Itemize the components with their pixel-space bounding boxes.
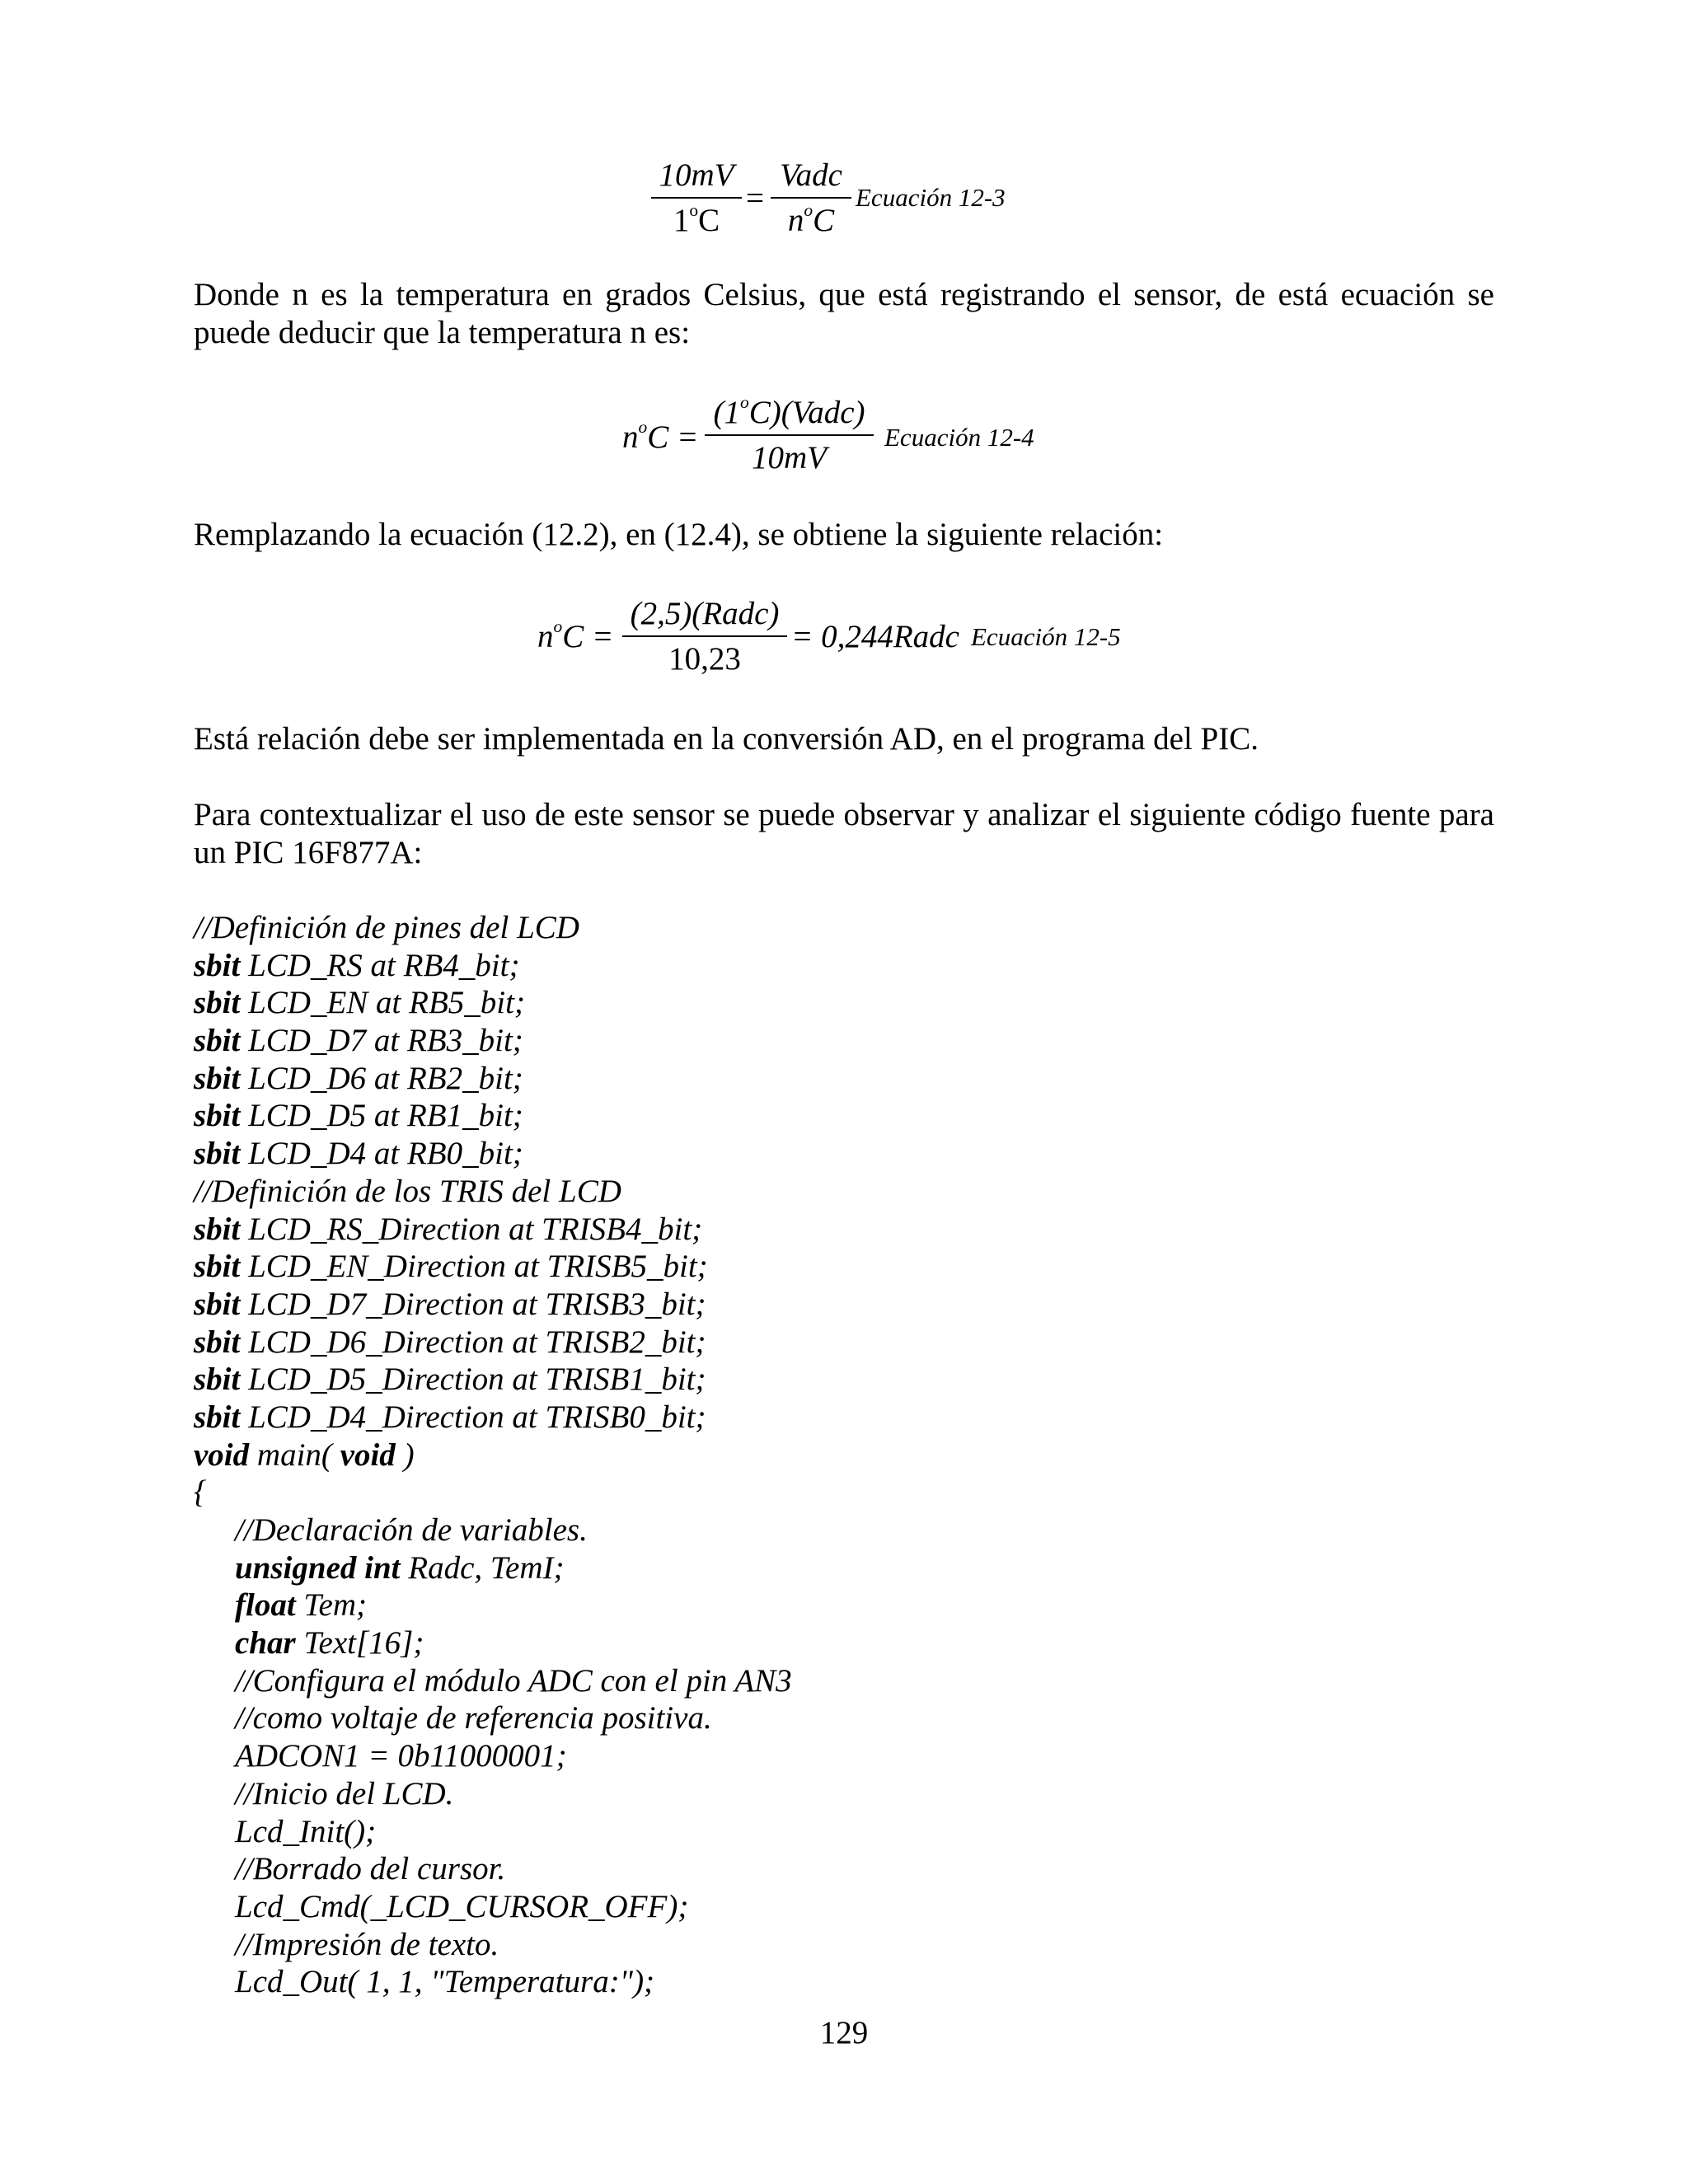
paragraph-4: Para contextualizar el uso de este sensor se puede observar y analizar el siguiente código fuente para un PIC 16F877A:: [194, 797, 1494, 870]
code-text: //Configura el módulo ADC con el pin AN3: [235, 1662, 792, 1699]
code-line: [194, 1324, 1494, 1361]
code-line: [194, 1737, 1494, 1775]
code-keyword: sbit: [194, 947, 241, 983]
eq3-right-denominator: $n^oC$: [787, 199, 835, 238]
code-keyword: sbit: [194, 1286, 241, 1322]
code-line: [194, 1699, 1494, 1737]
code-text: //Borrado del cursor.: [235, 1851, 506, 1887]
eq4-lhs: $n^oC$ =: [622, 416, 699, 455]
source-code-listing: [194, 909, 1494, 2001]
eq3-right-fraction: [771, 157, 851, 239]
code-keyword: void: [194, 1436, 250, 1473]
code-line: [194, 1173, 1494, 1211]
page-number: 129: [819, 2015, 869, 2050]
code-text: //Inicio del LCD.: [235, 1775, 454, 1811]
code-text: LCD_D6 at RB2_bit;: [240, 1060, 523, 1096]
code-text: {: [194, 1474, 207, 1511]
code-line: [194, 1549, 1494, 1587]
code-keyword: sbit: [194, 1399, 241, 1435]
code-keyword: sbit: [194, 985, 241, 1021]
code-keyword: sbit: [194, 1098, 241, 1134]
code-line: [194, 1511, 1494, 1549]
eq4-denominator: 10mV: [752, 440, 827, 476]
code-text: LCD_D4_Direction at TRISB0_bit;: [240, 1399, 706, 1435]
code-text: LCD_D7_Direction at TRISB3_bit;: [240, 1286, 706, 1322]
code-text: Lcd_Cmd(_LCD_CURSOR_OFF);: [235, 1888, 689, 1924]
eq3-left-fraction: [651, 157, 742, 239]
code-text: Lcd_Init();: [235, 1813, 377, 1849]
code-line: [194, 1926, 1494, 1964]
code-keyword: sbit: [194, 1023, 241, 1059]
code-text: //Definición de los TRIS del LCD: [194, 1173, 621, 1209]
code-keyword: char: [235, 1625, 296, 1661]
code-line: [194, 1060, 1494, 1098]
eq5-rhs: = 0,244Radc: [791, 619, 959, 654]
code-keyword: unsigned int: [235, 1549, 401, 1586]
code-text: LCD_EN at RB5_bit;: [240, 985, 525, 1021]
code-text: Tem;: [295, 1587, 367, 1624]
code-text: //Declaración de variables.: [235, 1512, 588, 1548]
code-keyword: sbit: [194, 1249, 241, 1285]
code-text: main(: [249, 1436, 340, 1473]
code-line: [194, 1286, 1494, 1324]
code-text: LCD_D6_Direction at TRISB2_bit;: [240, 1324, 706, 1360]
code-line: [194, 1850, 1494, 1888]
paragraph-3: Está relación debe ser implementada en la conversión AD, en el programa del PIC.: [194, 721, 1259, 757]
code-line: [194, 1963, 1494, 2001]
code-line: [194, 1813, 1494, 1851]
code-line: [194, 1662, 1494, 1700]
eq3-left-denominator: 1$^o$C: [673, 199, 720, 238]
eq5-lhs: $n^oC$ =: [537, 616, 614, 654]
code-line: [194, 1248, 1494, 1286]
paragraph-1: Donde n es la temperatura en grados Celsius, que está registrando el sensor, de está ecuación se puede deducir que la temperatura n es:: [194, 277, 1494, 350]
code-keyword: float: [235, 1587, 296, 1624]
code-keyword: void: [340, 1436, 396, 1473]
code-line: [194, 1586, 1494, 1624]
eq3-label: Ecuación 12-3: [856, 183, 1006, 212]
code-text: ): [395, 1436, 415, 1473]
code-text: LCD_D5 at RB1_bit;: [240, 1098, 523, 1134]
code-keyword: sbit: [194, 1361, 241, 1398]
code-line: [194, 1135, 1494, 1173]
eq5-label: Ecuación 12-5: [971, 622, 1121, 651]
code-line: [194, 1624, 1494, 1662]
code-keyword: sbit: [194, 1324, 241, 1360]
code-text: LCD_D4 at RB0_bit;: [240, 1136, 523, 1172]
code-text: //como voltaje de referencia positiva.: [235, 1700, 712, 1736]
eq4-numerator: (1$^o$C)(Vadc): [713, 391, 865, 430]
code-line: [194, 1474, 1494, 1511]
code-text: //Definición de pines del LCD: [194, 910, 579, 945]
code-line: [194, 1361, 1494, 1399]
eq4-fraction: [705, 391, 874, 476]
code-keyword: sbit: [194, 1136, 241, 1172]
eq3-equals: =: [746, 180, 764, 216]
code-line: [194, 947, 1494, 985]
eq3-right-numerator: Vadc: [780, 157, 842, 193]
code-text: //Impresión de texto.: [235, 1926, 499, 1962]
code-text: ADCON1 = 0b11000001;: [235, 1738, 567, 1774]
eq3-left-numerator: 10mV: [659, 157, 734, 193]
eq4-label: Ecuación 12-4: [884, 423, 1034, 452]
code-text: Text[16];: [295, 1625, 424, 1661]
eq5-denominator: 10,23: [668, 641, 741, 677]
code-text: LCD_EN_Direction at TRISB5_bit;: [240, 1249, 708, 1285]
code-keyword: sbit: [194, 1211, 241, 1247]
code-line: [194, 1775, 1494, 1813]
code-line: [194, 1097, 1494, 1135]
eq5-fraction: [622, 595, 787, 677]
code-keyword: sbit: [194, 1060, 241, 1096]
code-text: Radc, TemI;: [400, 1549, 565, 1586]
code-text: LCD_RS_Direction at TRISB4_bit;: [240, 1211, 703, 1247]
code-line: [194, 909, 1494, 947]
code-line: [194, 1399, 1494, 1436]
code-line: [194, 1888, 1494, 1926]
code-text: LCD_D5_Direction at TRISB1_bit;: [240, 1361, 706, 1398]
eq5-numerator: (2,5)(Radc): [630, 596, 780, 631]
code-line: [194, 1211, 1494, 1249]
paragraph-2: Remplazando la ecuación (12.2), en (12.4), se obtiene la siguiente relación:: [194, 517, 1164, 552]
code-line: [194, 984, 1494, 1022]
code-text: Lcd_Out( 1, 1, "Temperatura:");: [235, 1964, 655, 2000]
code-line: [194, 1436, 1494, 1474]
code-text: LCD_D7 at RB3_bit;: [240, 1023, 523, 1059]
code-line: [194, 1022, 1494, 1060]
code-text: LCD_RS at RB4_bit;: [240, 947, 520, 983]
